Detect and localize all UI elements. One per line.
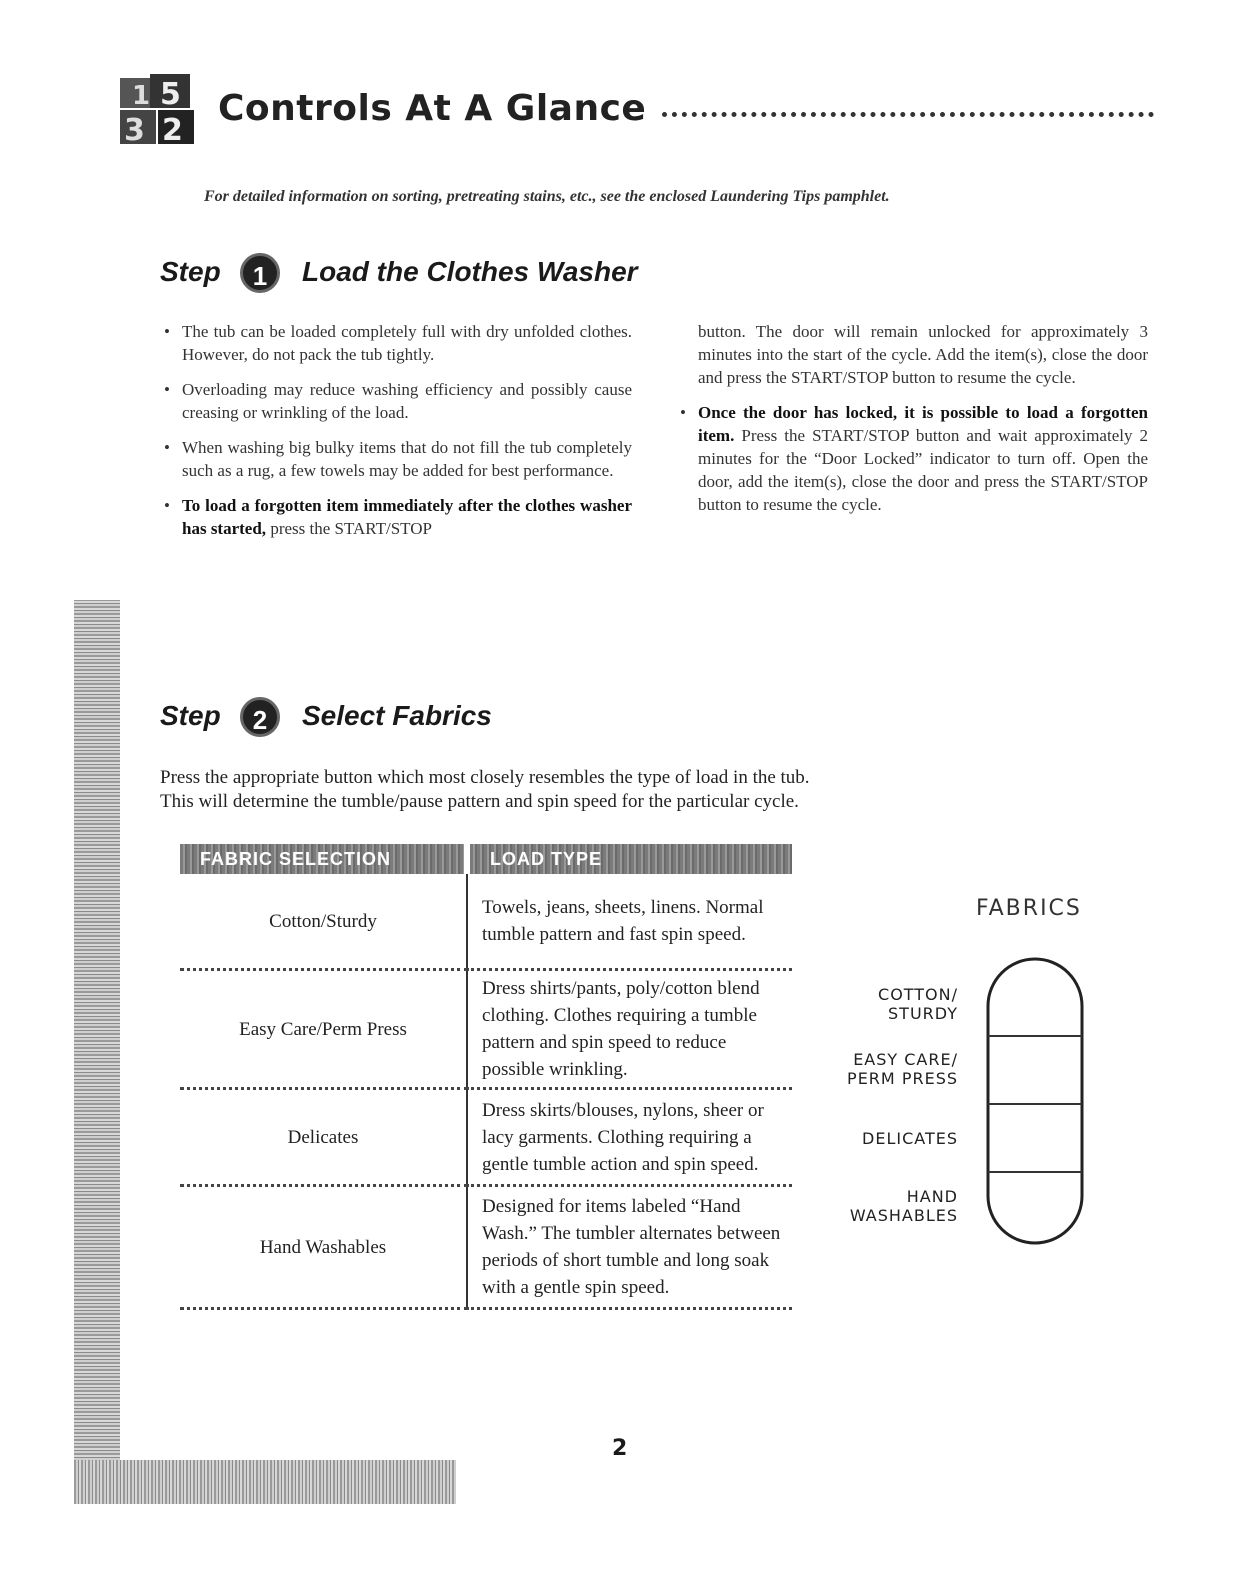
table-row [180,970,792,1089]
panel-label-line: HAND [906,1187,958,1206]
table-row [180,1186,792,1309]
step1-right-column [676,320,1148,528]
step1-word: Step [160,256,221,287]
panel-label-delicates [826,1129,958,1148]
fabric-cell: Delicates [180,1089,467,1186]
fabrics-panel-title: FABRICS [976,896,1082,921]
decorative-side-bar [74,600,120,1504]
panel-label-hand-washables [806,1187,958,1225]
load-cell: Dress shirts/pants, poly/cotton blend clothing. Clothes requiring a tumble pattern and spin speed to reduce possible wrinkling. [482,978,760,1080]
calendar-numbers-logo-icon [120,74,194,144]
title-dot-leader [662,112,1154,117]
step1-bullet: • Overloading may reduce washing efficiency and possibly cause creasing or wrinkling of the load. [160,378,632,424]
easy-care-button[interactable] [989,1037,1081,1103]
panel-label-line: PERM PRESS [847,1069,958,1088]
step2-heading: Select Fabrics [302,700,492,731]
bullet-continuation: button. The door will remain unlocked for approximately 3 minutes into the start of the cycle. Add the item(s), close the door and press the START/STOP button to resume the cycle. [698,322,1148,387]
panel-label-line: COTTON/ [878,985,958,1004]
panel-label-line: EASY CARE/ [853,1050,958,1069]
svg-text:1: 1 [132,81,151,111]
table-row [180,874,792,970]
step1-bullet: • The tub can be loaded completely full with dry unfolded clothes. However, do not pack the tub tightly. [160,320,632,366]
step2-number-badge: 2 [240,697,280,737]
panel-label-line: STURDY [888,1004,958,1023]
delicates-button[interactable] [989,1105,1081,1171]
load-cell: Dress skirts/blouses, nylons, sheer or lacy garments. Clothing requiring a gentle tumble action and spin speed. [482,1099,764,1175]
svg-text:3: 3 [124,113,145,144]
panel-label-easy-care [806,1050,958,1088]
step1-bullet: • Once the door has locked, it is possible to load a forgotten item. Press the START/STOP button and wait approximately 2 minutes for the “Door Locked” indicator to turn off. Open the door, add the item(s), close the door and press the START/STOP button to resume the cycle. [676,401,1148,516]
intro-note: For detailed information on sorting, pretreating stains, etc., see the enclosed Laundering Tips pamphlet. [204,188,890,205]
load-type-header: LOAD TYPE [467,844,792,874]
table-row [180,1089,792,1186]
step1-left-column [160,320,632,552]
fabric-cell: Cotton/Sturdy [180,874,467,970]
decorative-bottom-bar [74,1460,456,1504]
fabric-cell: Easy Care/Perm Press [180,970,467,1089]
step2-word: Step [160,700,221,731]
fabric-button-panel [980,956,1090,1246]
cotton-sturdy-button[interactable] [989,960,1081,1036]
step2-description [160,766,810,814]
step1-bullet: • To load a forgotten item immediately after the clothes washer has started, press the START/STOP [160,494,632,540]
panel-label-line: DELICATES [862,1129,958,1148]
fabric-cell: Hand Washables [180,1186,467,1309]
panel-label-cotton [826,985,958,1023]
fabric-table [180,844,792,1310]
svg-text:2: 2 [162,113,183,144]
svg-text:5: 5 [160,77,181,112]
load-cell: Towels, jeans, sheets, linens. Normal tumble pattern and fast spin speed. [482,897,764,945]
hand-washables-button[interactable] [989,1173,1081,1243]
step2-line: This will determine the tumble/pause pattern and spin speed for the particular cycle. [160,791,799,812]
load-cell: Designed for items labeled “Hand Wash.” The tumbler alternates between periods of short tumble and long soak with a gentle spin speed. [482,1196,781,1298]
step2-line: Press the appropriate button which most closely resembles the type of load in the tub. [160,767,810,788]
page-title: Controls At A Glance [218,88,647,129]
page-number: 2 [612,1436,628,1461]
step1-bullet: • When washing big bulky items that do not fill the tub completely such as a rug, a few towels may be added for best performance. [160,436,632,482]
panel-label-line: WASHABLES [849,1206,958,1225]
step1-heading: Load the Clothes Washer [302,256,638,287]
fabric-selection-header: FABRIC SELECTION [180,844,467,874]
step1-number-badge: 1 [240,253,280,293]
